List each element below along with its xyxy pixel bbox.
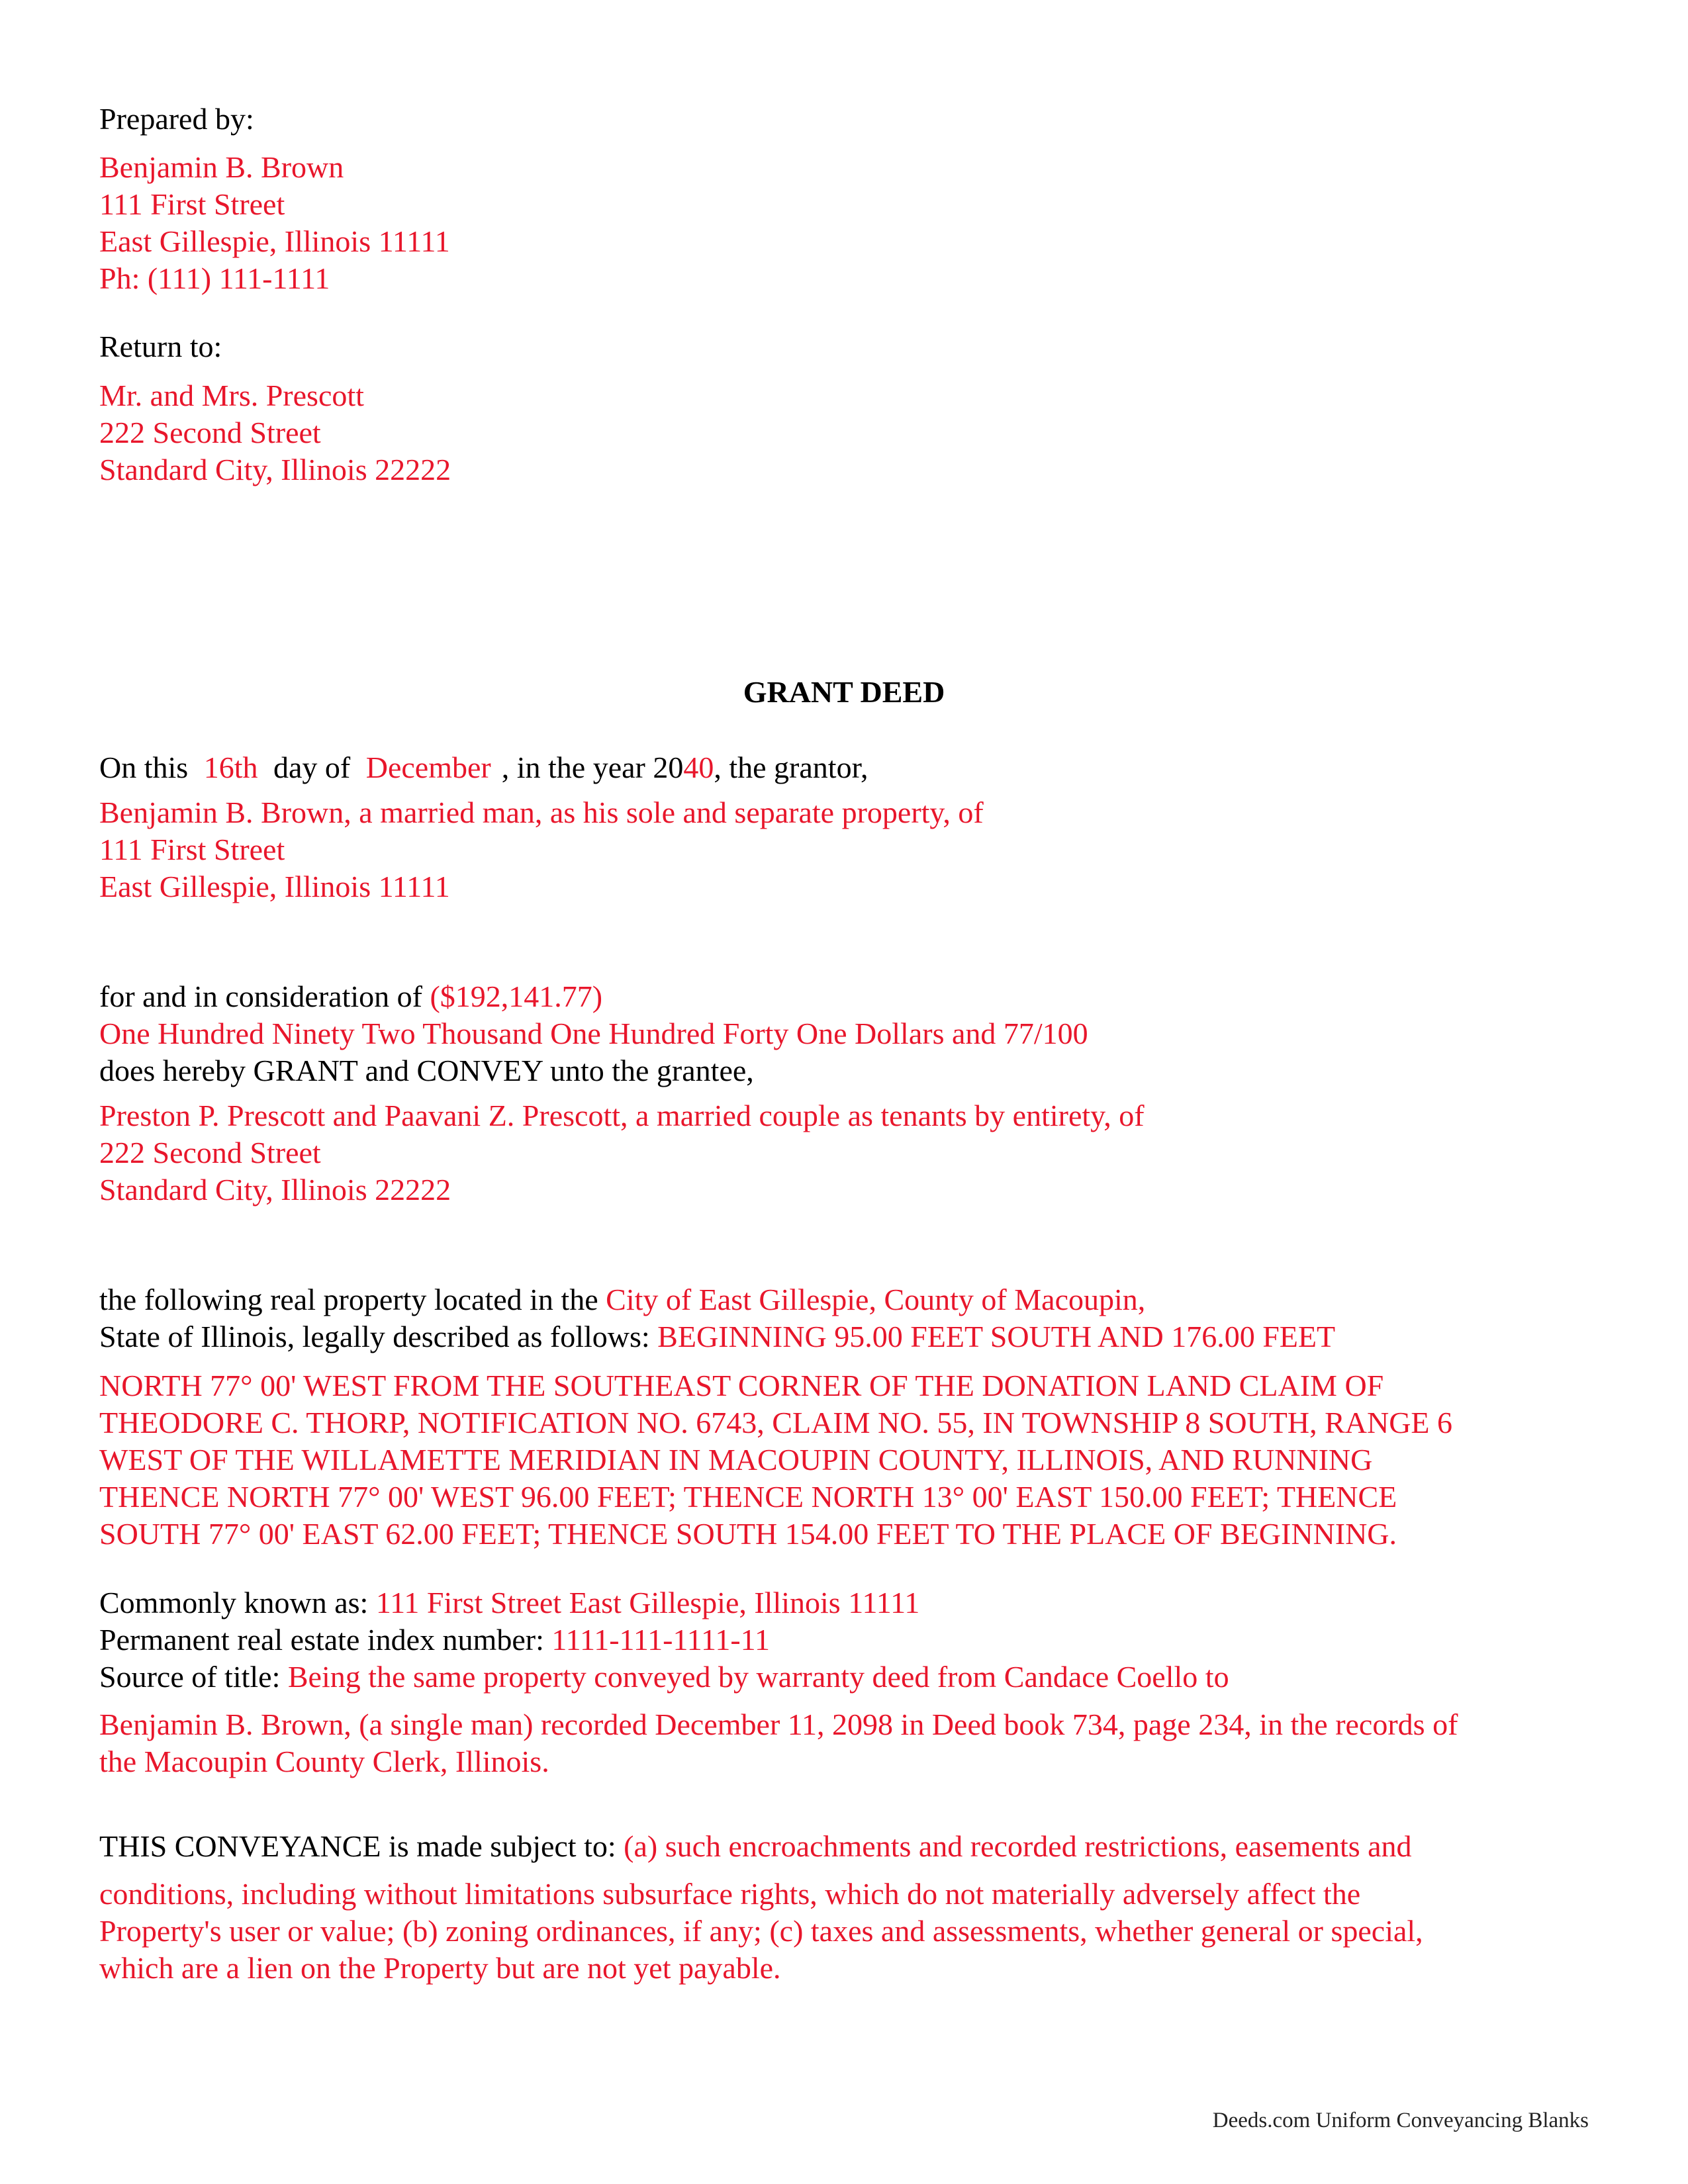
consideration-amount-words: One Hundred Ninety Two Thousand One Hundred Forty One Dollars and 77/100 (99, 1017, 1088, 1050)
source-of-title-first: Being the same property conveyed by warranty deed from Candace Coello to (287, 1660, 1229, 1694)
year-suffix-value: 40 (683, 751, 714, 784)
date-line (99, 749, 1589, 786)
in-year-text: , in the year 20 (501, 751, 684, 784)
conveyance-label: THIS CONVEYANCE is made subject to: (99, 1829, 616, 1863)
prepared-by-label: Prepared by: (99, 102, 254, 136)
source-of-title-line: Benjamin B. Brown, (a single man) recorded December 11, 2098 in Deed book 734, page 234, in the records of (99, 1707, 1458, 1741)
legal-line: WEST OF THE WILLAMETTE MERIDIAN IN MACOUPIN COUNTY, ILLINOIS, AND RUNNING (99, 1443, 1373, 1477)
known-as-label: Commonly known as: (99, 1586, 369, 1619)
source-of-title-continued (99, 1706, 1589, 1780)
document-title: GRANT DEED (743, 675, 945, 709)
return-to-city: Standard City, Illinois 22222 (99, 453, 451, 486)
legal-description-first: BEGINNING 95.00 FEET SOUTH AND 176.00 FEET (657, 1320, 1336, 1353)
return-to-label: Return to: (99, 330, 222, 363)
conveyance-first: (a) such encroachments and recorded restrictions, easements and (624, 1829, 1412, 1863)
known-as-value: 111 First Street East Gillespie, Illinois 11111 (375, 1586, 920, 1619)
prepared-by-section (99, 101, 1589, 138)
preparer-name: Benjamin B. Brown (99, 150, 344, 184)
conveyance-line: conditions, including without limitations subsurface rights, which do not materially adversely affect the (99, 1877, 1361, 1911)
property-location: City of East Gillespie, County of Macoupin, (606, 1283, 1146, 1316)
property-details (99, 1584, 1589, 1696)
legal-line: THENCE NORTH 77° 00' WEST 96.00 FEET; THENCE NORTH 13° 00' EAST 150.00 FEET; THENCE (99, 1480, 1397, 1514)
return-to-street: 222 Second Street (99, 416, 321, 449)
grantee-city: Standard City, Illinois 22222 (99, 1173, 451, 1206)
footer-text: Deeds.com Uniform Conveyancing Blanks (1212, 2109, 1589, 2132)
legal-line: THEODORE C. THORP, NOTIFICATION NO. 6743, CLAIM NO. 55, IN TOWNSHIP 8 SOUTH, RANGE 6 (99, 1406, 1453, 1439)
conveyance-line: which are a lien on the Property but are not yet payable. (99, 1951, 781, 1985)
state-text: State of Illinois, legally described as follows: (99, 1320, 650, 1353)
consideration-label: for and in consideration of (99, 979, 422, 1013)
day-of-text: day of (273, 751, 351, 784)
preparer-address (99, 149, 1589, 297)
return-to-section (99, 328, 1589, 365)
consideration-block (99, 978, 1589, 1089)
property-block (99, 1281, 1589, 1355)
on-this-text: On this (99, 751, 189, 784)
day-value: 16th (203, 751, 258, 784)
return-to-address (99, 377, 1589, 488)
return-to-name: Mr. and Mrs. Prescott (99, 379, 364, 412)
grantor-name: Benjamin B. Brown, a married man, as his sole and separate property, of (99, 796, 984, 829)
preparer-city: East Gillespie, Illinois 11111 (99, 224, 450, 258)
grantee-name: Preston P. Prescott and Paavani Z. Prescott, a married couple as tenants by entirety, of (99, 1099, 1145, 1132)
grantor-city: East Gillespie, Illinois 11111 (99, 870, 450, 903)
legal-line: NORTH 77° 00' WEST FROM THE SOUTHEAST CORNER OF THE DONATION LAND CLAIM OF (99, 1369, 1384, 1402)
source-of-title-line: the Macoupin County Clerk, Illinois. (99, 1745, 549, 1778)
source-of-title-label: Source of title: (99, 1660, 281, 1694)
index-number-label: Permanent real estate index number: (99, 1623, 544, 1657)
consideration-amount: ($192,141.77) (430, 979, 603, 1013)
conveyance-block (99, 1828, 1589, 1865)
month-value: December (365, 751, 491, 784)
located-text: the following real property located in the (99, 1283, 598, 1316)
preparer-street: 111 First Street (99, 187, 285, 221)
preparer-phone: Ph: (111) 111-1111 (99, 261, 330, 295)
grantee-street: 222 Second Street (99, 1136, 321, 1169)
grantor-text: , the grantor, (714, 751, 868, 784)
grantor-street: 111 First Street (99, 833, 285, 866)
convey-text: does hereby GRANT and CONVEY unto the grantee, (99, 1054, 754, 1087)
conveyance-line: Property's user or value; (b) zoning ordinances, if any; (c) taxes and assessments, whether general or special, (99, 1914, 1423, 1948)
legal-description (99, 1367, 1589, 1553)
grantor-block (99, 794, 1589, 905)
legal-line: SOUTH 77° 00' EAST 62.00 FEET; THENCE SOUTH 154.00 FEET TO THE PLACE OF BEGINNING. (99, 1517, 1397, 1551)
conveyance-continued (99, 1876, 1589, 1987)
grantee-block (99, 1097, 1589, 1208)
index-number-value: 1111-111-1111-11 (551, 1623, 770, 1657)
